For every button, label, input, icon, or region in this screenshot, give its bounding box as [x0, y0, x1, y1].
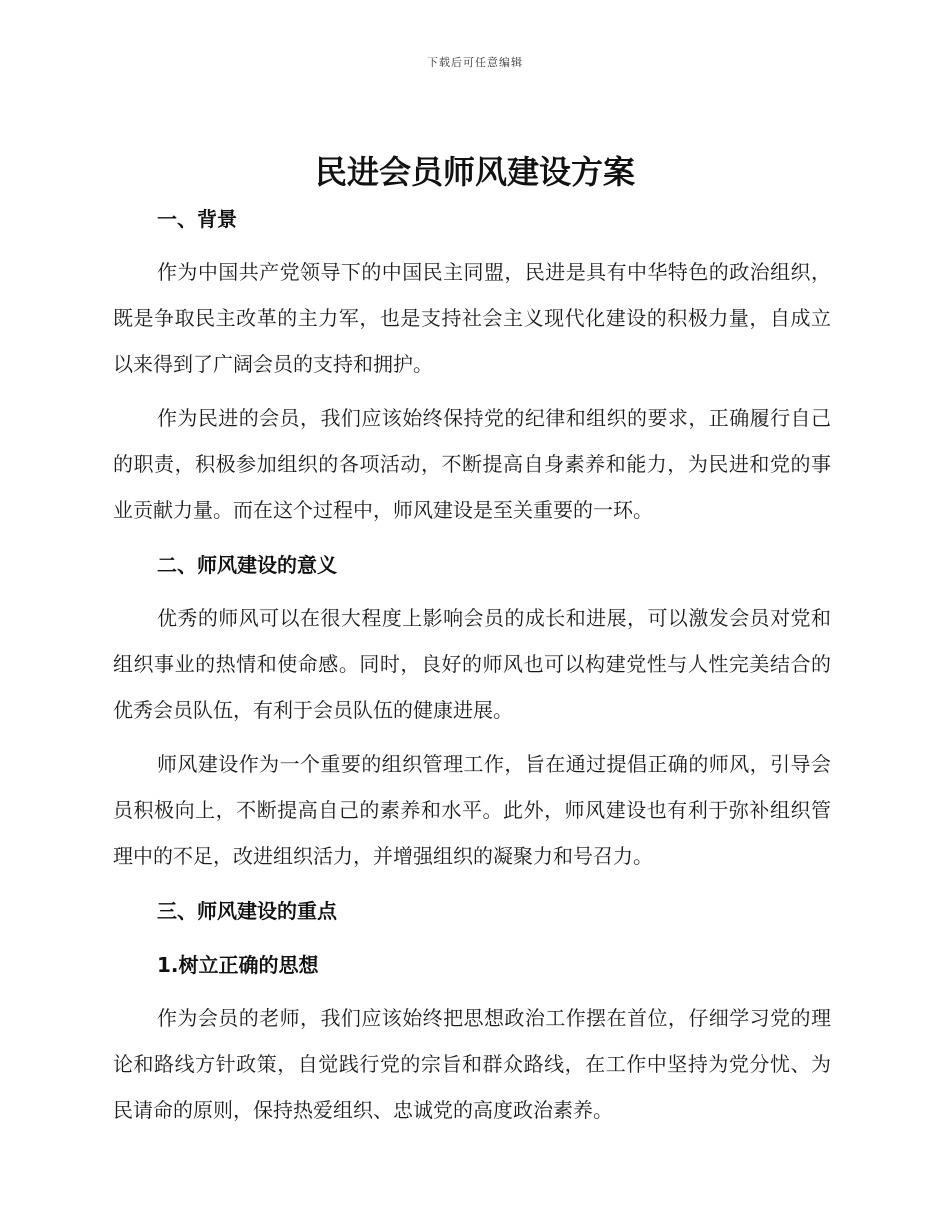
- paragraph: 优秀的师风可以在很大程度上影响会员的成长和进展，可以激发会员对党和组织事业的热情和使命感。同时，良好的师风也可以构建党性与人性完美结合的优秀会员队伍，有利于会员队伍的健康进展。: [113, 606, 831, 722]
- section-heading-significance: 二、师风建设的意义: [157, 553, 337, 577]
- section-heading-background: 一、背景: [157, 207, 237, 231]
- page-header: 下载后可任意编辑: [427, 56, 523, 69]
- document-title: 民进会员师风建设方案: [314, 153, 635, 191]
- paragraph: 作为中国共产党领导下的中国民主同盟，民进是具有中华特色的政治组织，既是争取民主改革的主力军，也是支持社会主义现代化建设的积极力量，自成立以来得到了广阔会员的支持和拥护。: [113, 260, 831, 376]
- paragraph: 作为会员的老师，我们应该始终把思想政治工作摆在首位，仔细学习党的理论和路线方针政策，自觉践行党的宗旨和群众路线，在工作中坚持为党分忧、为民请命的原则，保持热爱组织、忠诚党的高度政治素养。: [113, 1006, 831, 1122]
- paragraph: 师风建设作为一个重要的组织管理工作，旨在通过提倡正确的师风，引导会员积极向上，不断提高自己的素养和水平。此外，师风建设也有利于弥补组织管理中的不足，改进组织活力，并增强组织的凝聚力和号召力。: [113, 752, 831, 868]
- subsection-heading-correct-thinking: 1.树立正确的思想: [157, 953, 319, 977]
- section-heading-key-points: 三、师风建设的重点: [157, 899, 337, 923]
- paragraph: 作为民进的会员，我们应该始终保持党的纪律和组织的要求，正确履行自己的职责，积极参加组织的各项活动，不断提高自身素养和能力，为民进和党的事业贡献力量。而在这个过程中，师风建设是至关重要的一环。: [113, 406, 831, 522]
- document-body: [113, 199, 831, 1133]
